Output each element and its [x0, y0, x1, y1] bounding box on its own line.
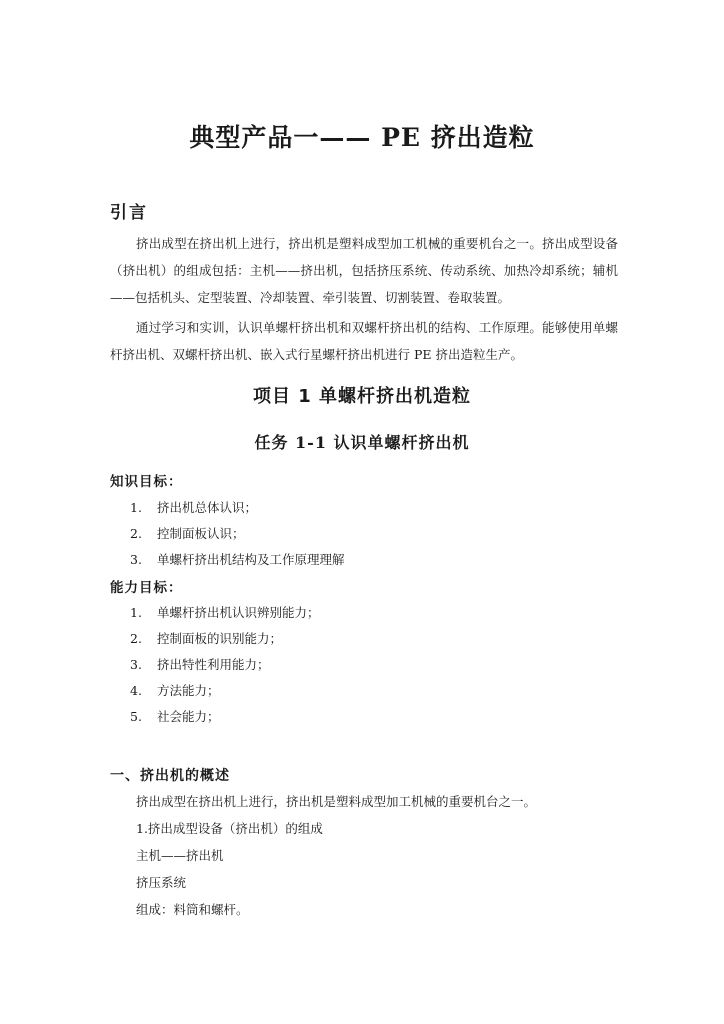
list-item-number: 3. — [130, 552, 142, 567]
intro-paragraph: 挤出成型在挤出机上进行，挤出机是塑料成型加工机械的重要机台之一。挤出成型设备（挤出机）的组成包括：主机——挤出机，包括挤压系统、传动系统、加热冷却系统；辅机——包括机头、定型装置、冷却装置、牵引装置、切割装置、卷取装置。 — [110, 236, 618, 305]
list-item-number: 1. — [130, 500, 142, 515]
list-item — [130, 600, 320, 626]
project-heading: 项目 1 单螺杆挤出机造粒 — [252, 386, 472, 407]
list-item-number: 5. — [130, 709, 142, 724]
list-item-text: 社会能力； — [157, 709, 220, 724]
section-text-line: 组成：料筒和螺杆。 — [136, 902, 249, 917]
list-item — [130, 521, 345, 547]
list-item-text: 挤出特性利用能力； — [157, 657, 270, 672]
intro-heading: 引言 — [110, 203, 148, 223]
knowledge-goals-list — [130, 495, 345, 573]
section-text-line: 主机——挤出机 — [136, 848, 224, 863]
list-item — [130, 704, 320, 730]
list-item-number: 1. — [130, 605, 142, 620]
document-title: 典型产品一—— PE 挤出造粒 — [189, 123, 535, 152]
list-item-text: 单螺杆挤出机结构及工作原理理解 — [157, 552, 345, 567]
task-heading: 任务 1-1 认识单螺杆挤出机 — [254, 433, 470, 452]
section-text-line: 挤出成型在挤出机上进行，挤出机是塑料成型加工机械的重要机台之一。 — [136, 794, 537, 809]
list-item-text: 挤出机总体认识； — [157, 500, 258, 515]
section-text-line: 挤压系统 — [136, 875, 187, 890]
ability-goals-heading: 能力目标： — [110, 580, 183, 596]
list-item — [130, 495, 345, 521]
intro-paragraph: 通过学习和实训，认识单螺杆挤出机和双螺杆挤出机的结构、工作原理。能够使用单螺杆挤出机、双螺杆挤出机、嵌入式行星螺杆挤出机进行 PE 挤出造粒生产。 — [110, 320, 618, 362]
section-text-line: 1.挤出成型设备（挤出机）的组成 — [136, 821, 323, 836]
list-item-number: 4. — [130, 683, 142, 698]
list-item-text: 控制面板的识别能力； — [157, 631, 283, 646]
section-heading: 一、挤出机的概述 — [110, 768, 230, 784]
list-item-number: 2. — [130, 631, 142, 646]
list-item-text: 方法能力； — [157, 683, 220, 698]
ability-goals-list — [130, 600, 320, 730]
list-item-number: 3. — [130, 657, 142, 672]
list-item-text: 单螺杆挤出机认识辨别能力； — [157, 605, 320, 620]
list-item — [130, 626, 320, 652]
list-item — [130, 678, 320, 704]
list-item — [130, 652, 320, 678]
knowledge-goals-heading: 知识目标： — [110, 474, 183, 490]
list-item-text: 控制面板认识； — [157, 526, 245, 541]
list-item-number: 2. — [130, 526, 142, 541]
list-item — [130, 547, 345, 573]
